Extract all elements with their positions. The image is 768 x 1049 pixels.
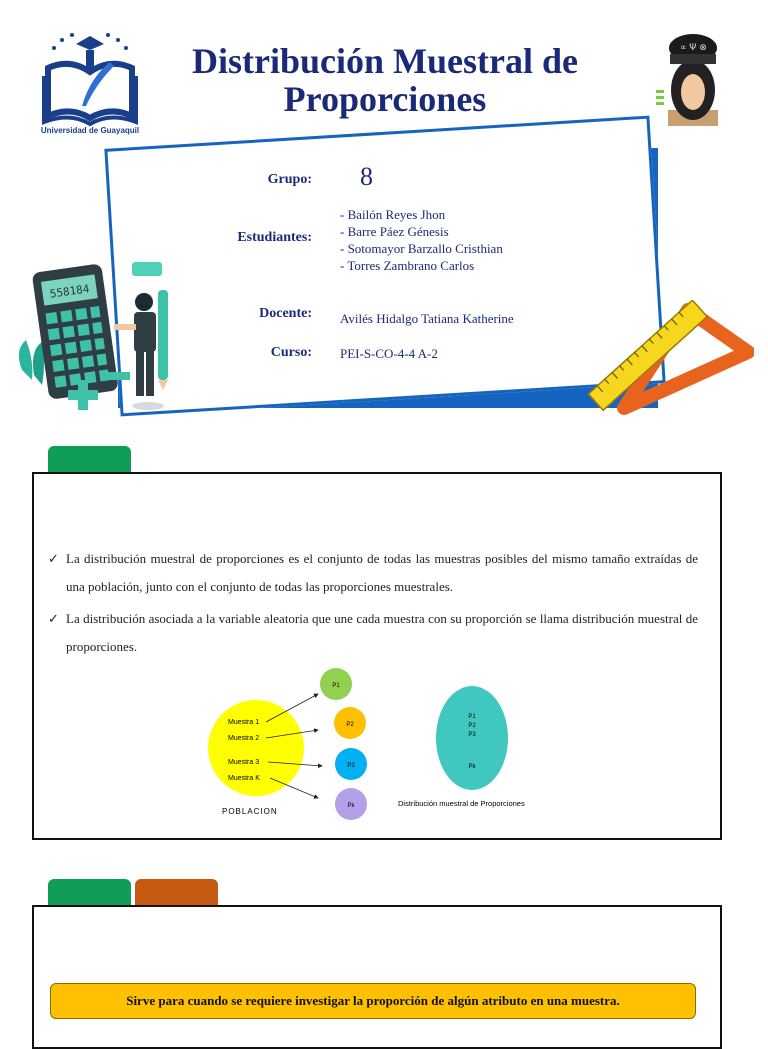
section-tab-green (48, 879, 131, 907)
ellipse-item: P1 (468, 714, 476, 720)
student-avatar-icon (650, 30, 730, 130)
checkmark-icon: ✓ (48, 611, 59, 626)
bullet-item (48, 605, 698, 661)
title-line-1: Distribución Muestral de (192, 41, 578, 81)
ruler-illustration (584, 300, 754, 420)
calculator-illustration (12, 250, 182, 420)
proportion-label: P1 (332, 683, 340, 689)
distribution-label: Distribución muestral de Proporciones (398, 799, 525, 808)
sample-label: Muestra 2 (228, 735, 260, 742)
ellipse-item: Pk (468, 764, 476, 770)
curso-value: PEI-S-CO-4-4 A-2 (340, 346, 438, 361)
curso-label: Curso: (270, 345, 312, 360)
docente-value: Avilés Hidalgo Tatiana Katherine (340, 311, 514, 326)
usage-highlight: Sirve para cuando se requiere investigar la proporción de algún atributo en una muestra. (50, 983, 696, 1019)
grupo-value: 8 (360, 162, 373, 191)
docente-label: Docente: (259, 306, 312, 321)
sample-label: Muestra 1 (228, 719, 260, 726)
calculator-icon (12, 250, 182, 420)
bullet-text: La distribución asociada a la variable aleatoria que une cada muestra con su proporción se llama distribución muestral de proporciones. (66, 611, 698, 654)
mascot-illustration (650, 30, 730, 130)
student-item: - Torres Zambrano Carlos (340, 258, 475, 273)
proportion-label: P2 (346, 722, 354, 728)
calculator-display: 558184 (49, 282, 91, 301)
estudiantes-list (340, 206, 600, 274)
student-item: - Bailón Reyes Jhon (340, 207, 446, 222)
checkmark-icon: ✓ (48, 551, 59, 566)
student-item: - Barre Páez Génesis (340, 224, 449, 239)
grupo-label: Grupo: (267, 172, 312, 187)
university-logo (30, 28, 150, 140)
title-line-2: Proporciones (283, 79, 487, 119)
page-title (165, 42, 605, 118)
usage-box (32, 905, 722, 1049)
population-label: POBLACION (222, 807, 278, 816)
proportions-diagram (200, 664, 580, 824)
bullet-text: La distribución muestral de proporciones es el conjunto de todas las muestras posibles del mismo tamaño extraídas de una población, junto con el conjunto de todas las proporciones muestrales. (66, 551, 698, 594)
ellipse-item: P2 (468, 723, 476, 729)
university-name: Universidad de Guayaquil (40, 126, 140, 135)
proportion-label: P3 (347, 763, 355, 769)
sample-label: Muestra K (228, 775, 260, 782)
ellipse-item: P3 (468, 732, 476, 738)
distribution-ellipse (436, 686, 508, 790)
bullet-item (48, 545, 698, 601)
ruler-icon (584, 300, 754, 420)
student-item: - Sotomayor Barzallo Cristhian (340, 241, 503, 256)
sample-label: Muestra 3 (228, 759, 260, 766)
estudiantes-label: Estudiantes: (237, 230, 312, 245)
section-tab-orange (135, 879, 218, 907)
book-quill-icon (30, 28, 150, 128)
proportion-label: Pk (347, 803, 355, 809)
svg-text:∝ Ψ ⊗: ∝ Ψ ⊗ (680, 43, 707, 53)
section-tab-green (48, 446, 131, 474)
